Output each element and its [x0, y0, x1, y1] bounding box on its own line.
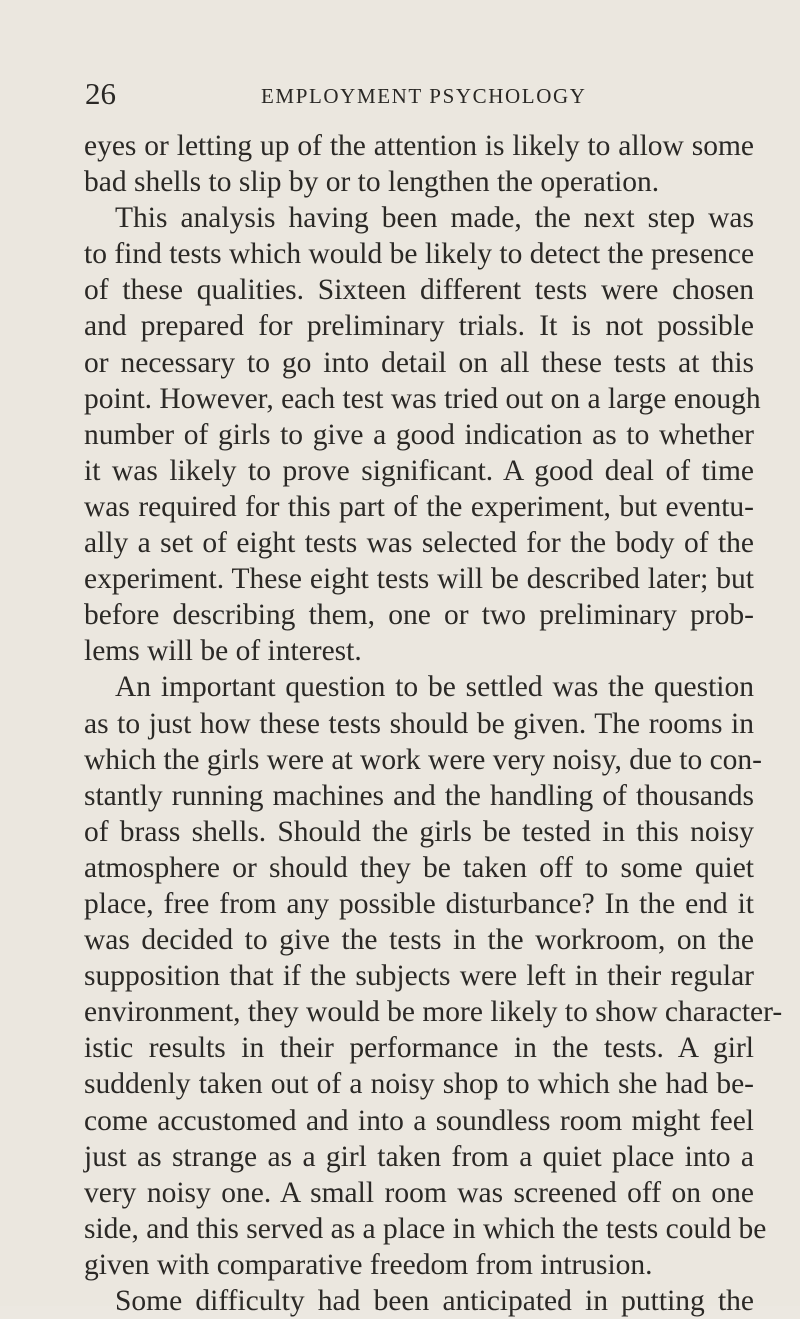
text-line: bad shells to slip by or to lengthen the operation. [84, 166, 660, 199]
text-line: and prepared for preliminary trials. It is not possible [84, 310, 754, 343]
text-line: atmosphere or should they be taken off to some quiet [84, 851, 754, 884]
text-line: or necessary to go into detail on all these tests at this [84, 346, 754, 379]
text-line: come accustomed and into a soundless room might feel [84, 1104, 754, 1137]
text-line: was decided to give the tests in the workroom, on the [84, 924, 754, 957]
text-line: was required for this part of the experiment, but eventu- [84, 490, 754, 523]
text-line: lems will be of interest. [84, 635, 362, 668]
text-line: given with comparative freedom from intrusion. [84, 1248, 653, 1281]
text-line: to find tests which would be likely to detect the presence [84, 238, 755, 271]
page-header [85, 78, 585, 118]
page-number: 26 [85, 76, 116, 111]
text-line: place, free from any possible disturbance? In the end it [84, 887, 754, 920]
text-line: before describing them, one or two preliminary prob- [84, 599, 754, 632]
text-line: Some difficulty had been anticipated in putting the [115, 1285, 754, 1317]
text-line: it was likely to prove significant. A good deal of time [84, 454, 754, 487]
text-line: An important question to be settled was the question [115, 671, 754, 704]
text-line: eyes or letting up of the attention is likely to allow some [84, 130, 754, 162]
text-line: of these qualities. Sixteen different tests were chosen [84, 274, 754, 307]
body-text [84, 128, 783, 1319]
text-line: point. However, each test was tried out on a large enough [84, 382, 761, 415]
text-line: number of girls to give a good indication as to whether [84, 418, 754, 451]
text-line: istic results in their performance in the tests. A girl [84, 1032, 754, 1065]
text-line: side, and this served as a place in which the tests could be [84, 1212, 767, 1245]
text-line: supposition that if the subjects were left in their regular [84, 960, 754, 993]
text-line: which the girls were at work were very noisy, due to con- [84, 743, 763, 776]
text-line: of brass shells. Should the girls be tested in this noisy [84, 815, 754, 848]
text-line: ally a set of eight tests was selected for the body of the [84, 527, 754, 560]
running-title: EMPLOYMENT PSYCHOLOGY [261, 84, 587, 108]
text-line: This analysis having been made, the next step was [115, 202, 754, 235]
text-line: suddenly taken out of a noisy shop to which she had be- [84, 1068, 754, 1101]
text-line: very noisy one. A small room was screened off on one [84, 1176, 754, 1209]
text-line: experiment. These eight tests will be described later; but [84, 563, 754, 596]
text-line: as to just how these tests should be given. The rooms in [84, 707, 754, 740]
text-line: just as strange as a girl taken from a quiet place into a [84, 1140, 754, 1173]
text-line: stantly running machines and the handling of thousands [84, 779, 754, 812]
text-line: environment, they would be more likely to show character- [84, 996, 783, 1029]
